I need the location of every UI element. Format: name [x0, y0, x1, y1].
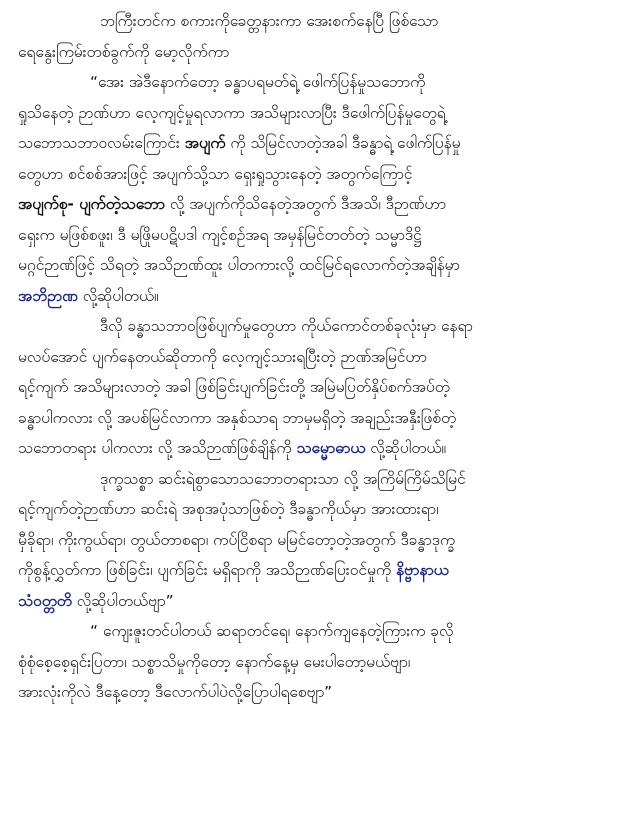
- text-line: [18, 464, 618, 495]
- text-line: [18, 159, 618, 190]
- paragraph-sammodaya: [18, 311, 618, 464]
- paragraph-closing: [18, 616, 618, 708]
- text-line: [18, 433, 618, 464]
- text-run: အားလုံးကိုလဲ ဒီနေ့တော့ ဒီလောက်ပါပဲလို့ပြောပါရစေဗျာ”: [18, 683, 333, 701]
- paragraph-intro: [18, 6, 618, 67]
- text-line: [18, 494, 618, 525]
- text-run: ခန္ဓာပါကလား လို့ အပစ်မြင်လာကာ အနှစ်သာရ ဘာမှမရှိတဲ့ အချည်းအနှီးဖြစ်တဲ့: [18, 408, 457, 427]
- bold-term-apyat-su: အပျက်စု- ပျက်တဲ့သဘော: [18, 195, 165, 213]
- text-run: ဘကြီးတင်က စကားကိုခေတ္တနားကာ အေးစက်နေပြီ ဖြစ်သော: [100, 12, 439, 30]
- text-run: သဘောတရား ပါကလား လို့ အသိဉာဏ်ဖြစ်ချိန်ကို: [18, 439, 297, 457]
- paragraph-nibbanaya: [18, 464, 618, 617]
- text-line: [18, 189, 618, 220]
- text-line: [18, 555, 618, 586]
- highlight-term-nibbanaya: နိဗ္ဗာနာယ: [395, 561, 449, 579]
- text-line: [18, 220, 618, 251]
- text-run: ရင့်ကျက် အသိများလာတဲ့ အခါ ဖြစ်ခြင်းပျက်ခြင်းတို့ အမြဲမပြတ်နှိပ်စက်အပ်တဲ့: [18, 378, 450, 396]
- text-line: [18, 250, 618, 281]
- text-line: [18, 647, 618, 678]
- text-run: ရေနွေးကြမ်းတစ်ခွက်ကို မော့လိုက်ကာ: [18, 42, 230, 61]
- text-run: “ ကျေးဇူးတင်ပါတယ် ဆရာတင်ရေ၊ နောက်ကျနေတဲ့ကြားက ခုလို: [90, 622, 454, 640]
- text-run: စုံစုံစေ့စေ့ရှင်းပြတာ၊ သစ္စာသိမှုကိုတော့ နောက်နေ့မှ မေးပါတော့မယ်ဗျာ၊: [18, 652, 411, 671]
- text-line: [18, 6, 618, 37]
- text-run: တွေဟာ စင်စစ်အားဖြင့် အပျက်သို့သာ ရှေးရှုသွားနေတဲ့ အတွက်ကြောင့်: [18, 164, 413, 183]
- text-run: “အေး အဲဒီနောက်တော့ ခန္ဓာပရမတ်ရဲ့ ဖေါက်ပြန်မှုသဘောကို: [90, 73, 426, 91]
- highlight-term-sammodaya: သမ္မောဓာယ: [296, 439, 366, 457]
- text-run: မှီခိုရာ၊ ကိုးကွယ်ရာ၊ တွယ်တာစရာ၊ ကပ်ငြိစရာ မမြင်တော့တဲ့အတွက် ဒီခန္ဓာဒုက္ခ: [18, 530, 456, 549]
- text-line: [18, 372, 618, 403]
- text-line: [18, 98, 618, 129]
- text-run: ဒုက္ခသစ္စာ ဆင်းရဲစွာသောသဘောတရားသာ လို့ အကြိမ်ကြိမ်သိမြင်: [100, 469, 466, 488]
- text-line: [18, 525, 618, 556]
- text-run: လို့ဆိုပါတယ်။: [77, 286, 159, 305]
- text-run: ရှေးက မဖြစ်စဖူး၊ ဒီ မဖြိုမပဋိပဒါ ကျင့်စဉ်အရ အမှန်မြင်တတ်တဲ့ သမ္မာဒိဋ္ဌိ: [18, 225, 422, 244]
- highlight-term-abhinnaya: အဘိဉာဏ: [18, 286, 78, 305]
- text-run: လို့ဆိုပါတယ်။: [365, 439, 447, 457]
- text-run: ရှုသိနေတဲ့ ဉာဏ်ဟာ လေ့ကျင့်မှုရလာကာ အသိများလာပြီး ဒီဖေါက်ပြန်မှုတွေရဲ့: [18, 103, 446, 122]
- text-run: မဂ္ဂင်ဉာဏ်ဖြင့် သိရတဲ့ အသိဉာဏ်ထူး ပါတကားလို့ ထင်မြင်ရလောက်တဲ့အချိန်မှာ: [18, 256, 460, 274]
- text-run: ဒီလို ခန္ဓာသဘာဝဖြစ်ပျက်မှုတွေဟာ ကိုယ်ကောင်တစ်ခုလုံးမှာ နေရာ: [100, 317, 473, 335]
- text-line: [18, 586, 618, 617]
- text-line: [18, 67, 618, 98]
- text-run: လို့ဆိုပါတယ်ဗျာ”: [71, 591, 174, 610]
- text-line: [18, 616, 618, 647]
- paragraph-abhinnaya: [18, 67, 618, 311]
- text-run: ရင့်ကျက်တဲ့ဉာဏ်ဟာ ဆင်းရဲ အစုအပုံသာဖြစ်တဲ့ ဒီခန္ဓာကိုယ်မှာ အားထားရာ၊: [18, 500, 439, 518]
- text-run: ကို သိမြင်လာတဲ့အခါ ဒီခန္ဓာရဲ့ ဖေါက်ပြန်မှု: [225, 134, 461, 152]
- text-run: သဘောသဘာဝလမ်းကြောင်း: [18, 134, 185, 152]
- text-run: မလပ်အောင် ပျက်နေတယ်ဆိုတာကို လေ့ကျင့်သားရပြီးတဲ့ ဉာဏ်အမြင်ဟာ: [18, 347, 427, 366]
- text-line: [18, 311, 618, 342]
- text-line: [18, 281, 618, 312]
- text-line: [18, 128, 618, 159]
- highlight-term-samvattati: သံဝတ္တတိ: [18, 591, 72, 610]
- text-line: [18, 37, 618, 68]
- bold-term-apyat: အပျက်: [184, 134, 226, 152]
- text-line: [18, 677, 618, 708]
- text-run: ကိုစွန့်လွှတ်ကာ ဖြစ်ခြင်း၊ ပျက်ခြင်း မရှိရာကို အသိဉာဏ်ပြေးဝင်မှုကို: [18, 561, 396, 579]
- text-line: [18, 342, 618, 373]
- text-run: လို့ အပျက်ကိုသိနေတဲ့အတွက် ဒီအသိ၊ ဒီဉာဏ်ဟာ: [164, 195, 446, 213]
- text-line: [18, 403, 618, 434]
